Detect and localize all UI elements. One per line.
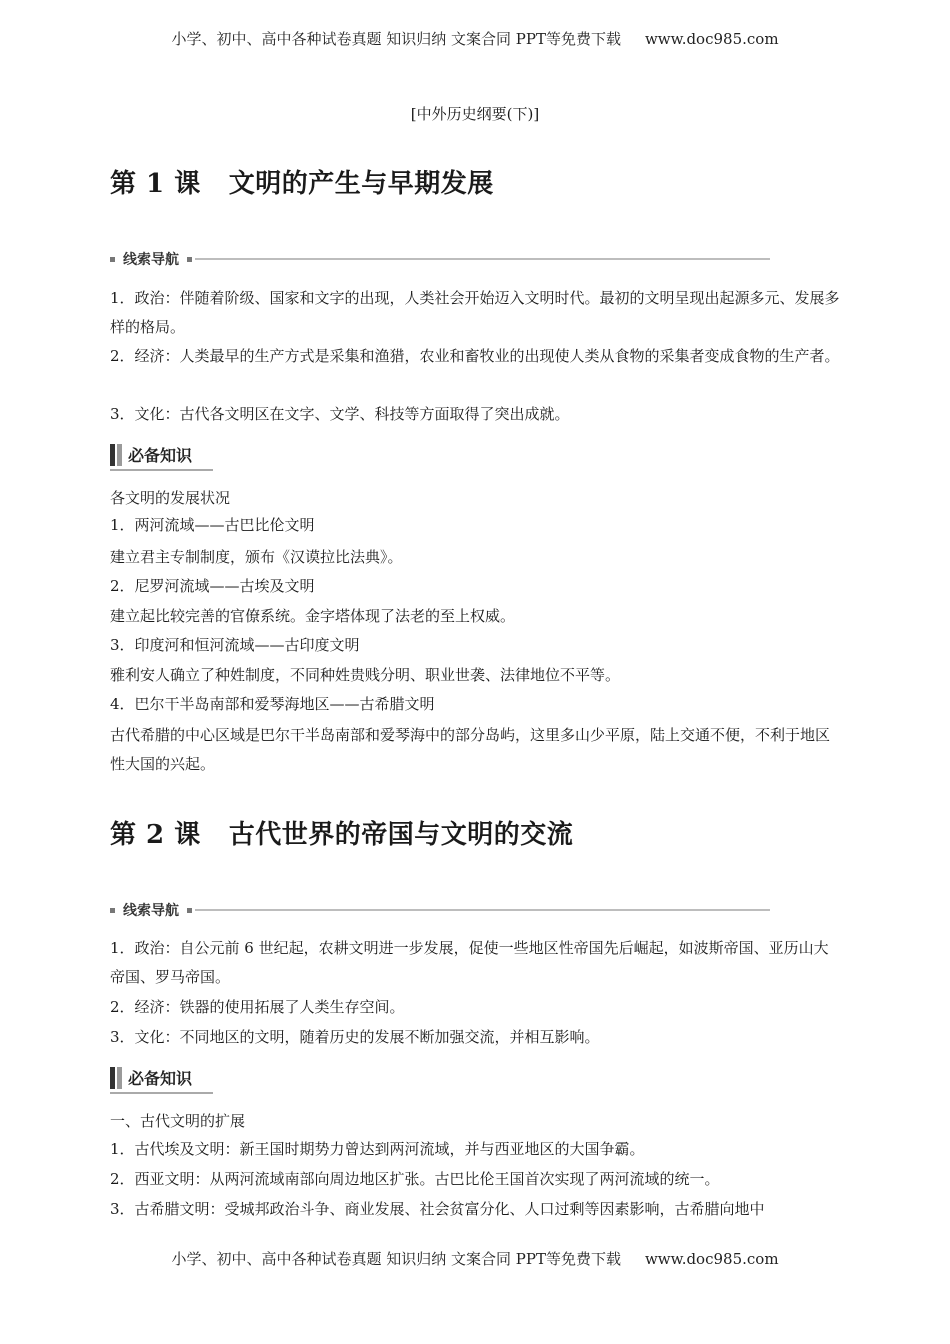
page-footer <box>0 1248 950 1269</box>
nav-label: 线索导航 <box>123 903 179 919</box>
lesson1-nav-header <box>110 249 770 269</box>
underline <box>110 1092 213 1094</box>
lesson2-nav-item: 1．政治：自公元前 6 世纪起，农耕文明进一步发展，促使一些地区性帝国先后崛起，如波斯帝国、亚历山大帝国、罗马帝国。 <box>110 939 829 986</box>
lesson1-item: 4．巴尔干半岛南部和爱琴海地区——古希腊文明 <box>110 695 435 713</box>
page-header <box>0 28 950 49</box>
lesson2-heading <box>110 814 573 851</box>
lesson2-subheading: 一、古代文明的扩展 <box>110 1112 246 1130</box>
lesson1-title: 文明的产生与早期发展 <box>228 169 494 199</box>
lesson1-heading <box>110 163 494 200</box>
lesson2-nav-header <box>110 900 770 920</box>
must-know-label: 必备知识 <box>128 446 193 465</box>
book-title: [中外历史纲要(下)] <box>410 105 540 123</box>
lesson1-number: 第 1 课 <box>110 169 201 199</box>
lesson1-item: 2．尼罗河流域——古埃及文明 <box>110 577 315 595</box>
lesson1-nav-item: 3．文化：古代各文明区在文字、文学、科技等方面取得了突出成就。 <box>110 405 570 423</box>
lesson1-item: 3．印度河和恒河流域——古印度文明 <box>110 636 360 654</box>
divider-line <box>195 909 770 911</box>
lesson1-item: 古代希腊的中心区域是巴尔干半岛南部和爱琴海中的部分岛屿，这里多山少平原，陆上交通不便，不利于地区性大国的兴起。 <box>110 726 831 773</box>
lesson2-title: 古代世界的帝国与文明的交流 <box>228 820 574 850</box>
divider-line <box>195 258 770 260</box>
lesson2-number: 第 2 课 <box>110 820 201 850</box>
header-site[interactable]: www.doc985.com <box>644 30 779 48</box>
square-bullet-icon <box>110 257 115 262</box>
lesson1-item: 1．两河流域——古巴比伦文明 <box>110 516 315 534</box>
lesson2-item: 3．古希腊文明：受城邦政治斗争、商业发展、社会贫富分化、人口过剩等因素影响，古希腊向地中 <box>110 1200 765 1218</box>
nav-label: 线索导航 <box>123 252 179 268</box>
section-bar-icon <box>117 1067 122 1089</box>
section-bar-icon <box>117 444 122 466</box>
square-bullet-icon <box>110 908 115 913</box>
section-bar-icon <box>110 444 115 466</box>
lesson2-item: 1．古代埃及文明：新王国时期势力曾达到两河流域，并与西亚地区的大国争霸。 <box>110 1140 645 1158</box>
lesson1-nav-item: 2．经济：人类最早的生产方式是采集和渔猎，农业和畜牧业的出现使人类从食物的采集者变成食物的生产者。 <box>110 347 840 365</box>
must-know-label: 必备知识 <box>128 1069 193 1088</box>
header-text: 小学、初中、高中各种试卷真题 知识归纳 文案合同 PPT等免费下载 <box>171 30 621 48</box>
square-bullet-icon <box>187 908 192 913</box>
footer-site[interactable]: www.doc985.com <box>644 1250 779 1268</box>
underline <box>110 469 213 471</box>
lesson2-nav-item: 3．文化：不同地区的文明，随着历史的发展不断加强交流，并相互影响。 <box>110 1028 600 1046</box>
lesson1-subheading: 各文明的发展状况 <box>110 489 231 507</box>
lesson1-item: 建立起比较完善的官僚系统。金字塔体现了法老的至上权威。 <box>110 607 516 625</box>
lesson1-item: 雅利安人确立了种姓制度，不同种姓贵贱分明、职业世袭、法律地位不平等。 <box>110 666 621 684</box>
lesson1-nav-item: 1．政治：伴随着阶级、国家和文字的出现，人类社会开始迈入文明时代。最初的文明呈现出起源多元、发展多样的格局。 <box>110 289 840 336</box>
square-bullet-icon <box>187 257 192 262</box>
lesson2-nav-item: 2．经济：铁器的使用拓展了人类生存空间。 <box>110 998 405 1016</box>
lesson1-item: 建立君主专制制度，颁布《汉谟拉比法典》。 <box>110 548 403 566</box>
footer-text: 小学、初中、高中各种试卷真题 知识归纳 文案合同 PPT等免费下载 <box>171 1250 621 1268</box>
section-bar-icon <box>110 1067 115 1089</box>
lesson2-item: 2．西亚文明：从两河流域南部向周边地区扩张。古巴比伦王国首次实现了两河流域的统一。 <box>110 1170 720 1188</box>
